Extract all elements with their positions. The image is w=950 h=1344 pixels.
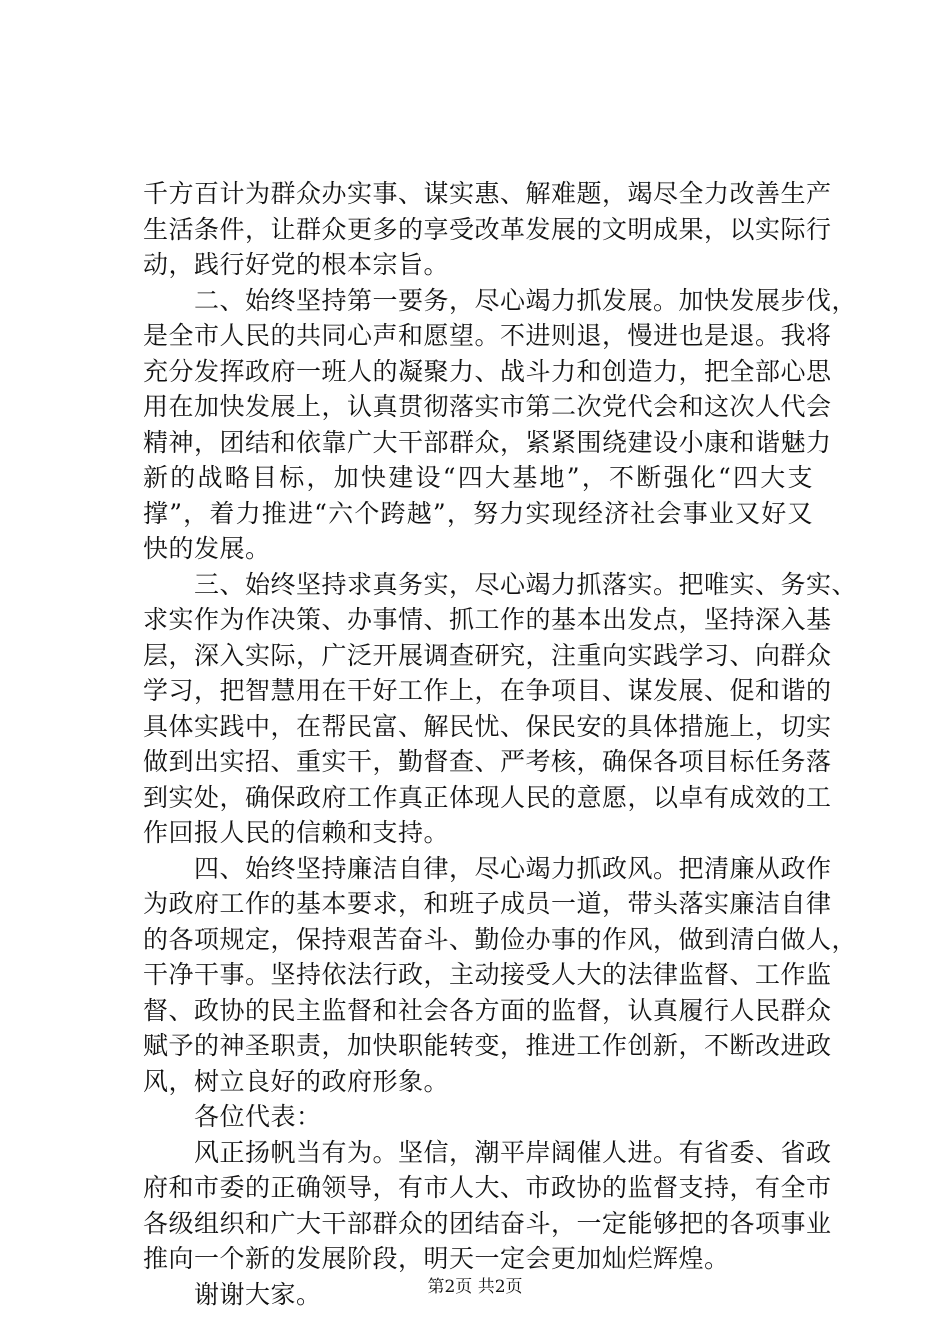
text-line: 风，树立良好的政府形象。	[143, 1066, 450, 1096]
text-line: 充分发挥政府一班人的凝聚力、战斗力和创造力，把全部心思	[143, 356, 832, 386]
document-body	[143, 176, 858, 1312]
text-line: 各级组织和广大干部群众的团结奋斗，一定能够把的各项事业	[143, 1208, 832, 1238]
text-line: 各位代表：	[194, 1102, 322, 1131]
text-line: 精神，团结和依靠广大干部群众，紧紧围绕建设小康和谐魅力	[143, 427, 832, 457]
text-line: 干净干事。坚持依法行政，主动接受人大的法律监督、工作监	[143, 960, 832, 989]
text-line: 风正扬帆当有为。坚信，潮平岸阔催人进。有省委、省政	[194, 1137, 832, 1167]
text-line: 学习，把智慧用在干好工作上，在争项目、谋发展、促和谐的	[143, 676, 832, 705]
text-line: 四、始终坚持廉洁自律，尽心竭力抓政风。把清廉从政作	[194, 853, 832, 883]
text-line: 三、始终坚持求真务实，尽心竭力抓落实。把唯实、务实、	[194, 569, 858, 599]
paragraph	[143, 1099, 813, 1135]
text-line: 督、政协的民主监督和社会各方面的监督，认真履行人民群众	[143, 995, 832, 1025]
paragraph	[143, 851, 858, 1100]
paragraph	[143, 176, 832, 283]
text-line: 的各项规定，保持艰苦奋斗、勤俭办事的作风，做到清白做人，	[143, 924, 858, 954]
text-line: 推向一个新的发展阶段，明天一定会更加灿烂辉煌。	[143, 1244, 730, 1273]
page-footer: 第2页 共2页	[427, 1277, 523, 1297]
text-line: 具体实践中，在帮民富、解民忧、保民安的具体措施上，切实	[143, 711, 832, 741]
text-line: 二、始终坚持第一要务，尽心竭力抓发展。加快发展步伐，	[194, 285, 858, 315]
text-line: 用在加快发展上，认真贯彻落实市第二次党代会和这次人代会	[143, 392, 832, 421]
text-line: 到实处，确保政府工作真正体现人民的意愿，以卓有成效的工	[143, 782, 832, 812]
text-line: 生活条件，让群众更多的享受改革发展的文明成果，以实际行	[143, 214, 832, 244]
text-line: 新的战略目标，加快建设“四大基地”，不断强化“四大支	[143, 463, 813, 492]
text-line: 作回报人民的信赖和支持。	[143, 818, 450, 847]
text-line: 求实作为作决策、办事情、抓工作的基本出发点，坚持深入基	[143, 605, 832, 634]
text-line: 是全市人民的共同心声和愿望。不进则退，慢进也是退。我将	[143, 321, 832, 350]
text-line: 做到出实招、重实干，勤督查、严考核，确保各项目标任务落	[143, 747, 832, 776]
text-line: 快的发展。	[143, 534, 271, 563]
text-line: 赋予的神圣职责，加快职能转变，推进工作创新，不断改进政	[143, 1031, 832, 1060]
text-line: 谢谢大家。	[194, 1279, 322, 1309]
text-line: 动，践行好党的根本宗旨。	[143, 250, 450, 279]
text-line: 千方百计为群众办实事、谋实惠、解难题，竭尽全力改善生产	[143, 179, 832, 208]
text-line: 层，深入实际，广泛开展调查研究，注重向实践学习、向群众	[143, 640, 832, 670]
text-line: 为政府工作的基本要求，和班子成员一道，带头落实廉洁自律	[143, 889, 832, 918]
text-line: 撑”，着力推进“六个跨越”，努力实现经济社会事业又好又	[143, 498, 813, 528]
paragraph	[143, 283, 858, 567]
text-line: 府和市委的正确领导，有市人大、市政协的监督支持，有全市	[143, 1173, 832, 1202]
paragraph	[143, 1135, 832, 1277]
paragraph	[143, 567, 858, 851]
